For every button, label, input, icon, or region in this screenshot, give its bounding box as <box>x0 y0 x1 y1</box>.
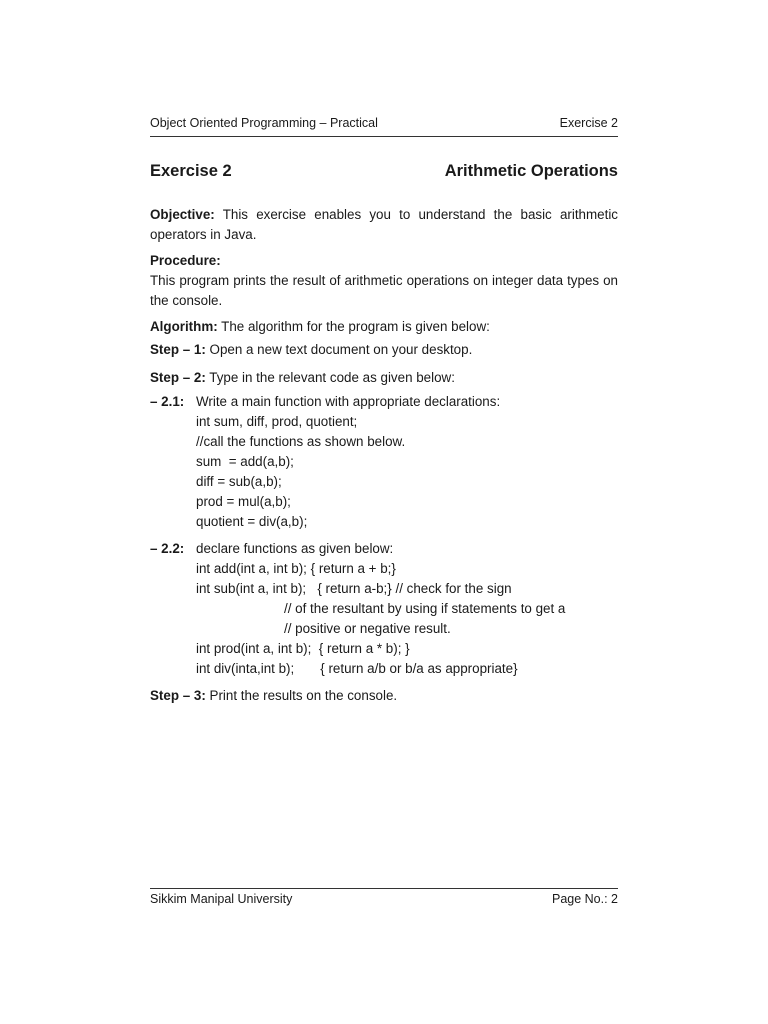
procedure-text: This program prints the result of arithmetic operations on integer data types on the console. <box>150 273 618 308</box>
code-line: prod = mul(a,b); <box>196 494 291 509</box>
substep-2-1 <box>150 392 618 532</box>
step-2-text: Type in the relevant code as given below: <box>205 370 455 385</box>
step-1 <box>150 340 618 360</box>
running-header <box>150 116 618 137</box>
code-line: int prod(int a, int b); { return a * b); } <box>196 641 410 656</box>
document-body <box>150 205 618 710</box>
code-line: Write a main function with appropriate declarations: <box>196 394 501 409</box>
code-line: int div(inta,int b); { return a/b or b/a as appropriate} <box>196 661 518 676</box>
footer-page-number: Page No.: 2 <box>551 892 618 906</box>
step-2 <box>150 368 618 388</box>
step-3-label: Step – 3: <box>150 688 206 703</box>
header-exercise-label: Exercise 2 <box>559 116 618 130</box>
substep-2-2-number: – 2.2: <box>150 541 185 556</box>
step-1-text: Open a new text document on your desktop. <box>205 342 473 357</box>
code-line: int sum, diff, prod, quotient; <box>196 414 358 429</box>
code-line: quotient = div(a,b); <box>196 514 308 529</box>
code-line: int add(int a, int b); { return a + b;} <box>196 561 396 576</box>
running-footer <box>150 888 618 906</box>
code-line: declare functions as given below: <box>196 541 394 556</box>
code-comment-line: // positive or negative result. <box>284 621 451 636</box>
code-line: diff = sub(a,b); <box>196 474 282 489</box>
algorithm-label: Algorithm: <box>150 319 218 334</box>
objective-text: This exercise enables you to understand the basic arithmetic operators in Java. <box>150 207 618 242</box>
footer-university: Sikkim Manipal University <box>150 892 293 906</box>
code-line: int sub(int a, int b); { return a-b;} // check for the sign <box>196 581 512 596</box>
code-comment-line: // of the resultant by using if statements to get a <box>284 601 566 616</box>
substep-2-1-number: – 2.1: <box>150 394 185 409</box>
objective-label: Objective: <box>150 207 215 222</box>
objective-paragraph <box>150 205 618 245</box>
step-2-label: Step – 2: <box>150 370 206 385</box>
code-line: sum = add(a,b); <box>196 454 294 469</box>
procedure-paragraph <box>150 251 618 311</box>
substep-2-2 <box>150 539 618 679</box>
step-3-text: Print the results on the console. <box>205 688 398 703</box>
algorithm-paragraph <box>150 317 618 337</box>
step-1-label: Step – 1: <box>150 342 206 357</box>
algorithm-text: The algorithm for the program is given below: <box>217 319 490 334</box>
exercise-topic: Arithmetic Operations <box>444 162 618 180</box>
procedure-label: Procedure: <box>150 253 221 268</box>
code-line: //call the functions as shown below. <box>196 434 406 449</box>
step-3 <box>150 686 618 706</box>
exercise-title: Exercise 2 <box>150 162 232 180</box>
header-course-title: Object Oriented Programming – Practical <box>150 116 378 130</box>
